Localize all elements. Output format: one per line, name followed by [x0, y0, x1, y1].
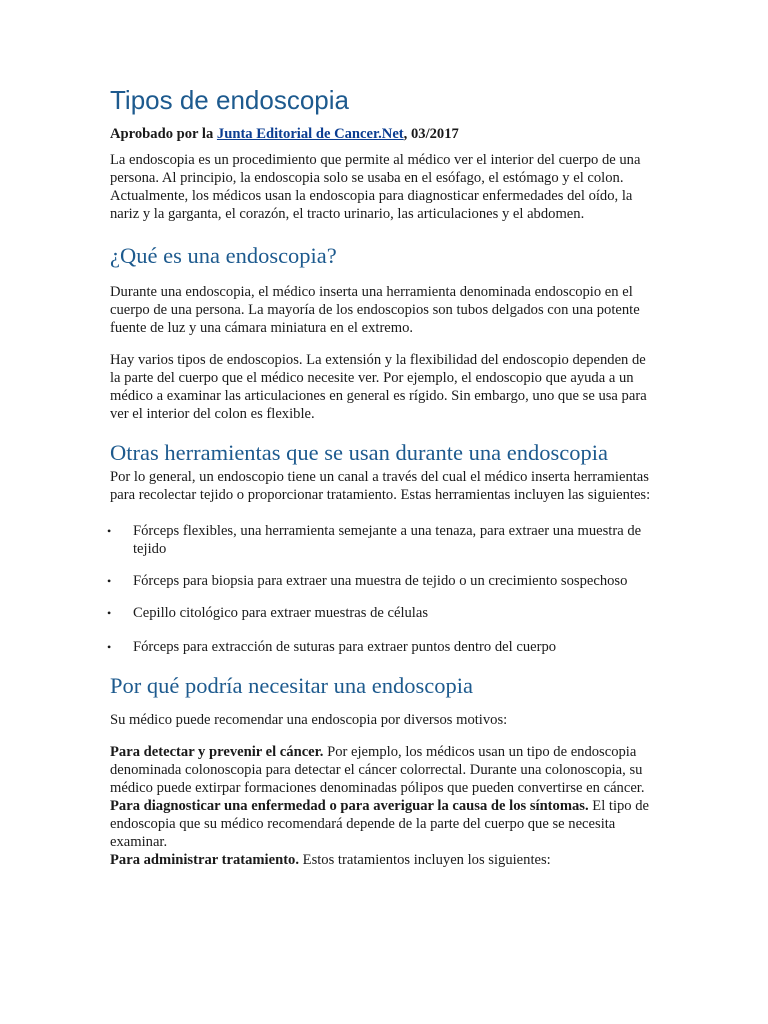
section-heading-what-is: ¿Qué es una endoscopia?: [110, 243, 337, 268]
list-item: • Fórceps para extracción de suturas para extraer puntos dentro del cuerpo: [107, 639, 557, 655]
reason-label: Para diagnosticar una enfermedad o para averiguar la causa de los síntomas.: [110, 798, 589, 814]
tools-list: [107, 522, 658, 656]
reason-label: Para administrar tratamiento.: [110, 852, 300, 868]
what-is-paragraph-2: Hay varios tipos de endoscopios. La extensión y la flexibilidad del endoscopio dependen de la parte del cuerpo que el médico necesite ver. Por ejemplo, el endoscopio que ayuda a un médico a examinar las articulaciones en general es rígido. Sin embargo, uno que se usa para ver el interior del colon es flexible.: [110, 352, 647, 422]
reason-detect-cancer: Para detectar y prevenir el cáncer. Por ejemplo, los médicos usan un tipo de endoscopia denominada colonoscopia para detectar el cáncer colorrectal. Durante una colonoscopia, su médico puede extirpar formaciones denominadas pólipos que pueden convertirse en cáncer.: [110, 744, 645, 796]
page-title: Tipos de endoscopia: [110, 85, 349, 115]
list-item: • Fórceps flexibles, una herramienta semejante a una tenaza, para extraer una muestra de tejido: [107, 523, 642, 557]
other-tools-paragraph: Por lo general, un endoscopio tiene un canal a través del cual el médico inserta herramientas para recolectar tejido o proporcionar tratamiento. Estas herramientas incluyen las siguientes:: [110, 469, 651, 503]
document-page: [107, 84, 658, 869]
list-item: • Fórceps para biopsia para extraer una muestra de tejido o un crecimiento sospechoso: [107, 573, 628, 589]
bullet-icon: •: [107, 640, 112, 654]
reason-treatment: Para administrar tratamiento. Estos tratamientos incluyen los siguientes:: [110, 852, 551, 868]
why-need-paragraph: Su médico puede recomendar una endoscopia por diversos motivos:: [110, 712, 508, 728]
approval-line: [110, 125, 658, 143]
what-is-paragraph-1: Durante una endoscopia, el médico inserta una herramienta denominada endoscopio en el cuerpo de una persona. La mayoría de los endoscopios son tubos delgados con una potente fuente de luz y una cámara miniatura en el extremo.: [110, 284, 640, 336]
bullet-icon: •: [107, 524, 112, 538]
section-heading-other-tools: Otras herramientas que se usan durante una endoscopia: [110, 440, 608, 465]
approval-date: , 03/2017: [403, 126, 459, 142]
intro-paragraph: La endoscopia es un procedimiento que permite al médico ver el interior del cuerpo de una persona. Al principio, la endoscopia solo se usaba en el esófago, el estómago y el colon. Actualmente, los médicos usan la endoscopia para diagnosticar enfermedades del oído, la nariz y la garganta, el corazón, el tracto urinario, las articulaciones y el abdomen.: [110, 152, 641, 222]
bullet-icon: •: [107, 574, 112, 588]
list-item: • Cepillo citológico para extraer muestras de células: [107, 605, 429, 621]
bullet-icon: •: [107, 606, 112, 620]
reason-diagnose: Para diagnosticar una enfermedad o para averiguar la causa de los síntomas. El tipo de endoscopia que su médico recomendará depende de la parte del cuerpo que se necesita examinar.: [110, 798, 650, 850]
editorial-board-link[interactable]: Junta Editorial de Cancer.Net: [216, 126, 404, 142]
section-heading-why-need: Por qué podría necesitar una endoscopia: [110, 673, 473, 698]
approval-prefix: Aprobado por la: [110, 126, 217, 142]
reason-label: Para detectar y prevenir el cáncer.: [110, 744, 324, 760]
